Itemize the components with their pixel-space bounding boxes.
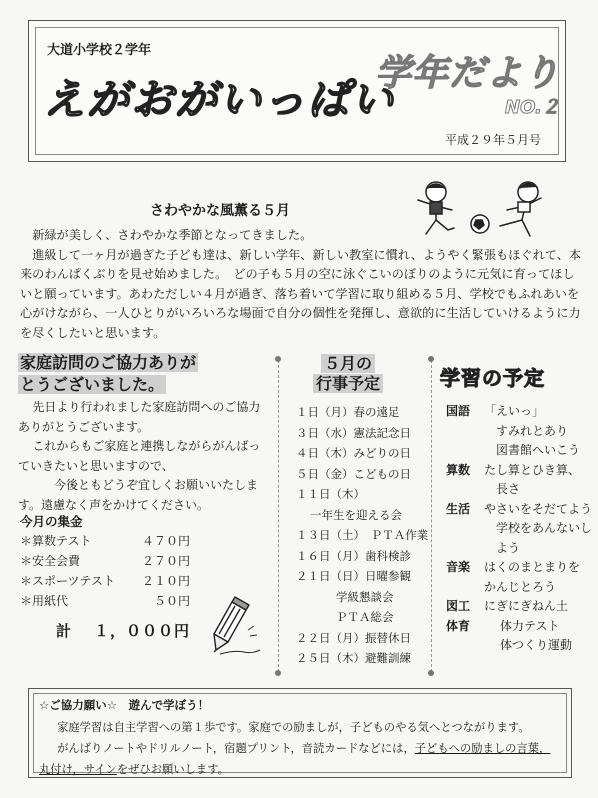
intro-paragraph: 新緑が美しく、さわやかな季節となってきました。 (32, 228, 313, 242)
newsletter-type: 学年だより (375, 53, 561, 94)
divider-dot (428, 356, 434, 362)
subject-topic: かんじとろう (484, 579, 557, 594)
event-item: ２２日（月）振替休日 (296, 630, 411, 645)
fee-row (20, 552, 190, 572)
masthead (28, 20, 566, 162)
divider-dot (275, 356, 281, 362)
intro-body (20, 226, 582, 343)
parent-request-end: をぜひお願いします。 (116, 763, 229, 776)
event-item: ＰＴＡ総会 (336, 610, 394, 624)
event-item: ３日（水）憲法記念日 (296, 425, 411, 440)
intro-paragraph: 進級して一ヶ月が過ぎた子ども達は、新しい学年、新しい教室に慣れ、ようやく緊張もほぐれて、本来のわんぱくぶりを見せ始めました。 どの子も５月の空に泳ぐこいのぼりのように元気に育ってほしいと願っています。あわただしい４月が過ぎ、落ち着いて学習に取り組める５月、学校でもふれあいを心がけながら、一人ひとりがいろいろな場面で自分の個性を発揮し、意欲的に生活していけるように力を尽くしたいと思います。 (20, 247, 582, 340)
event-item: 学級懇談会 (336, 589, 394, 604)
event-item: 一年生を迎える会 (310, 507, 402, 522)
parent-request-text (39, 717, 561, 780)
issue-date: 平成２９年５月号 (445, 133, 542, 147)
events-list (296, 404, 466, 671)
home-visit-heading-line: 家庭訪問のご協力ありが (20, 353, 197, 372)
subject-topic: よう (496, 540, 521, 555)
fee-amount: ２７０円 (141, 554, 190, 568)
subject-topic: にぎにぎねん土 (484, 599, 569, 613)
subject-topic: はくのまとまりを (484, 560, 581, 574)
study-subject (446, 597, 594, 617)
event-item: １３日（土） ＰＴＡ作業 (296, 528, 429, 542)
newsletter-title: えがおがいっぱい (43, 75, 396, 124)
divider-dot (275, 670, 281, 676)
fee-label: ＊スポーツテスト (20, 574, 116, 588)
parent-request-title: ☆ご協力願い☆ 遊んで学ぼう！ (39, 698, 210, 712)
subject-topic: 図書館へいこう (496, 443, 581, 457)
event-item: ２１日（日）日曜参観 (296, 569, 411, 583)
fee-row (20, 532, 190, 552)
subject-name: 算数 (446, 462, 471, 477)
parent-request-line: 家庭学習は自主学習への第１歩です。家庭での励ましが，子どものやる気へとつながります。 (57, 721, 530, 734)
parent-request-line (39, 738, 561, 780)
study-subject (446, 461, 594, 500)
events-heading-line: ５月の (321, 354, 375, 373)
study-plan-list (446, 402, 594, 656)
study-subject (446, 500, 594, 559)
parent-request-plain: がんばりノートやドリルノート，宿題プリント，音読カードなどには， (57, 742, 415, 755)
fees-total-amount: １，０００円 (94, 622, 191, 640)
home-visit-paragraph: 先日より行われました家庭訪問へのご協力ありがとうございます。 (18, 400, 261, 434)
event-item: ２５日（木）避難訓練 (296, 651, 411, 665)
fee-amount: ４７０円 (141, 534, 190, 548)
subject-topic: 長さ (496, 482, 521, 496)
fees-list (20, 532, 190, 612)
fee-row (20, 592, 190, 612)
school-name: 大道小学校２学年 (47, 43, 152, 58)
fees-total-label: 計 (56, 622, 73, 640)
divider-dot (428, 670, 434, 676)
event-item: １１日（木） (296, 487, 365, 501)
parent-request-box (28, 688, 572, 778)
issue-number: NO.２ (505, 97, 560, 118)
event-item: ４日（木）みどりの日 (296, 446, 411, 460)
subject-topic: すみれとあり (496, 423, 569, 438)
subject-topic: 「えいっ」 (484, 404, 545, 418)
fee-label: ＊算数テスト (20, 534, 92, 548)
intro-heading: さわやかな風薫る５月 (150, 203, 290, 219)
subject-topic: たし算とひき算、 (484, 462, 581, 477)
study-plan-heading: 学習の予定 (440, 366, 545, 390)
fee-label: ＊用紙代 (20, 594, 69, 608)
fees-title: 今月の集金 (20, 514, 83, 529)
subject-name: 生活 (446, 501, 471, 516)
column-divider (278, 360, 279, 672)
fee-row (20, 572, 190, 592)
event-item: ５日（金）こどもの日 (296, 466, 411, 481)
study-subject (446, 402, 594, 461)
home-visit-paragraph: 今後ともどうぞ宜しくお願いいたします。遠慮なく声をかけてください。 (18, 478, 259, 512)
home-visit-heading-line: とうございました。 (20, 375, 165, 394)
subject-name: 体育 (446, 618, 471, 633)
subject-topic: 体力テスト (500, 618, 560, 633)
parent-request-emphasis: 子どもへの励ましの言葉，丸付け，サイン (39, 742, 551, 776)
home-visit-heading (18, 352, 260, 396)
fees-total (56, 620, 190, 641)
events-heading (292, 354, 404, 394)
subject-topic: やさいをそだてよう (484, 501, 593, 516)
subject-name: 音楽 (446, 560, 471, 574)
pencil-illustration (202, 596, 266, 660)
study-subject (446, 558, 594, 597)
fee-amount: ５０円 (153, 594, 190, 608)
event-item: １６日（月）歯科検診 (296, 548, 411, 563)
subject-topic: 体つくり運動 (500, 638, 573, 652)
study-subject (446, 617, 594, 656)
event-item: １日（月）春の遠足 (296, 405, 400, 419)
fee-amount: ２１０円 (141, 574, 190, 588)
subject-name: 国語 (446, 404, 471, 418)
fee-label: ＊安全会費 (20, 554, 81, 568)
home-visit-body (18, 398, 268, 515)
home-visit-paragraph: これからもご家庭と連携しながらがんばっていきたいと思いますので、 (18, 439, 261, 473)
subject-topic: 学校をあんないし (496, 521, 593, 535)
subject-name: 図工 (446, 599, 471, 613)
events-heading-line: 行事予定 (313, 374, 383, 393)
